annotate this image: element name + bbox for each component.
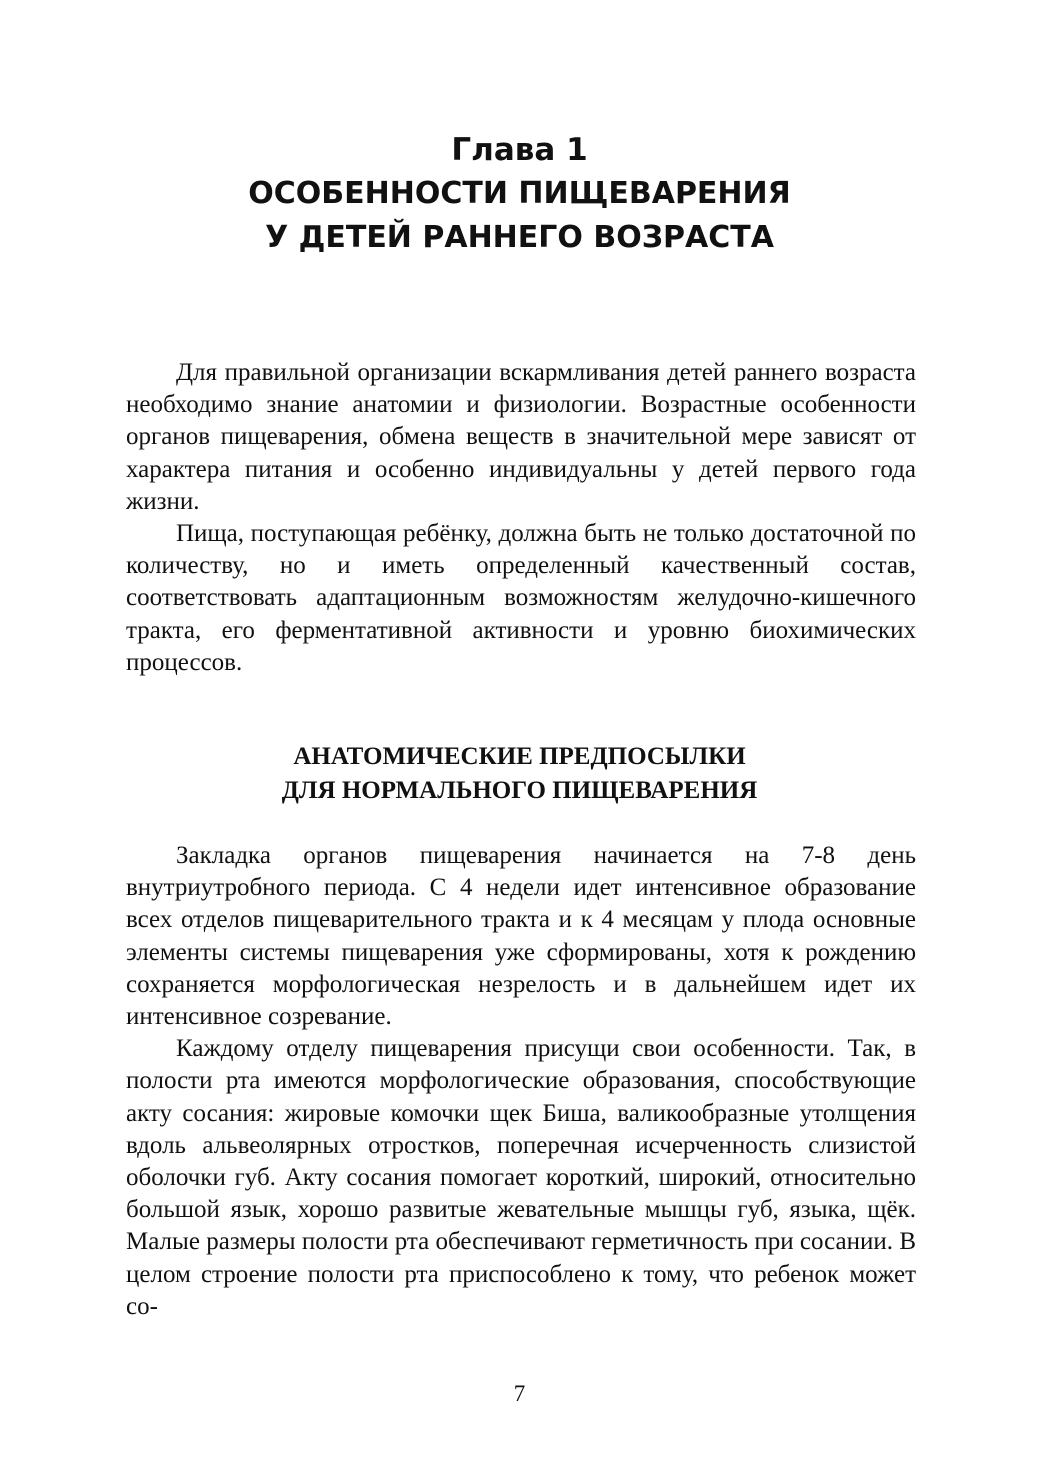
- section-title-line-1: АНАТОМИЧЕСКИЕ ПРЕДПОСЫЛКИ: [293, 743, 746, 770]
- chapter-title-line-2: У ДЕТЕЙ РАННЕГО ВОЗРАСТА: [265, 220, 774, 255]
- section-title-line-2: ДЛЯ НОРМАЛЬНОГО ПИЩЕВАРЕНИЯ: [281, 777, 758, 804]
- intro-paragraph-1: Для правильной организации вскармливания детей раннего возраста необходимо знание анатомии и физиологии. Возрастные особенности органов пищеварения, обмена веществ в значительной мере зависят от характера питания и особенно индивидуальны у детей первого года жизни.: [126, 359, 916, 515]
- chapter-heading: [0, 128, 1039, 260]
- chapter-number: Глава 1: [451, 132, 588, 168]
- section-paragraph-1: Закладка органов пищеварения начинается на 7-8 день внутриутробного периода. С 4 недели идет интенсивное образование всех отделов пищеварительного тракта и к 4 месяцам у плода основные элементы системы пищеварения уже сформированы, хотя к рождению сохраняется морфологическая незрелость и в дальнейшем идет их интенсивное созревание.: [126, 842, 916, 1031]
- intro-paragraph-2: Пища, поступающая ребёнку, должна быть не только достаточной по количеству, но и иметь определенный качественный состав, соответствовать адаптационным возможностям желудочно-кишечного тракта, его ферментативной активности и уровню биохимических процессов.: [126, 520, 916, 676]
- section-paragraph-2: Каждому отделу пищеварения присущи свои особенности. Так, в полости рта имеются морфологические образования, способствующие акту сосания: жировые комочки щек Биша, валикообразные утолщения вдоль альвеолярных отростков, поперечная исчерченность слизистой оболочки губ. Акту сосания помогает короткий, широкий, относительно большой язык, хорошо развитые жевательные мышцы губ, языка, щёк. Малые размеры полости рта обеспечивают герметичность при сосании. В целом строение полости рта приспособлено к тому, что ребенок может со-: [126, 1035, 916, 1320]
- intro-text: [126, 357, 916, 679]
- section-heading: [0, 740, 1039, 808]
- page-number: 7: [513, 1381, 526, 1406]
- section-text: [126, 840, 916, 1323]
- chapter-title-line-1: ОСОБЕННОСТИ ПИЩЕВАРЕНИЯ: [248, 176, 791, 211]
